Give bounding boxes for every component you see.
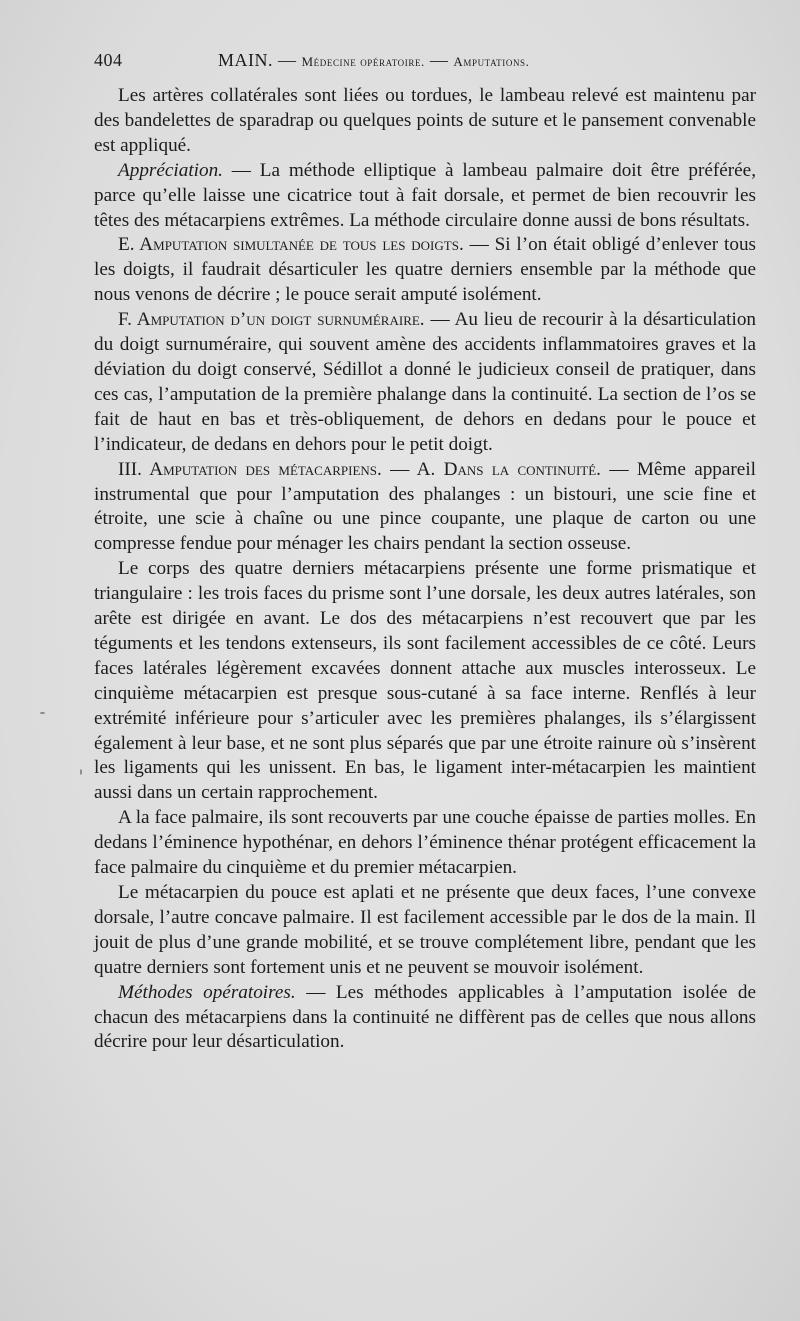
paragraph-appreciation: Appréciation. — La méthode elliptique à lambeau palmaire doit être préférée, parce qu’elle laisse une cicatrice tout à fait dorsale, et permet de bien recouvrir les têtes des métacarpiens extrêmes. La méthode circulaire donne aussi de bons résultats.: [94, 159, 756, 231]
text-body: [94, 84, 756, 1055]
paragraph-anatomy: Le corps des quatre derniers métacarpiens présente une forme prismatique et triangulaire : les trois faces du prisme sont l’une dorsale, les deux autres latérales, son arête est dirigée en avant. Le dos des métacarpiens n’est recouvert que par les téguments et les tendons extenseurs, ils sont facilement accessibles de ce côté. Leurs faces latérales légèrement excavées donnent attache aux muscles interosseux. Le cinquième métacarpien est presque sous-cutané à sa face interne. Renflés à leur extrémité inférieure pour s’articuler avec les premières phalanges, ils s’élargissent également à leur base, et ne sont plus séparés que par une étroite rainure où s’insèrent les ligaments qui les unissent. En bas, le ligament inter-métacarpien les maintient aussi dans un certain rapprochement.: [94, 558, 756, 804]
running-title-section: Médecine opératoire.: [301, 54, 425, 69]
paragraph-heading: Méthodes opératoires.: [118, 981, 296, 1003]
ink-speck: [40, 712, 45, 714]
paragraph-heading: E. Amputation simultanée de tous les doigts.: [118, 234, 464, 256]
paragraph-supernumerary: F. Amputation d’un doigt surnuméraire. — Au lieu de recourir à la désarticulation du doigt surnuméraire, qui souvent amène des accidents inflammatoires graves et la déviation du doigt conservé, Sédillot a donné le judicieux conseil de pratiquer, dans ces cas, l’amputation de la première phalange dans la continuité. La section de l’os se fait de haut en bas et très-obliquement, de dehors en dedans pour le pouce et l’indicateur, de dedans en dehors pour le petit doigt.: [94, 309, 757, 455]
running-title-chapter: Amputations.: [453, 54, 530, 69]
ink-speck: [80, 769, 82, 775]
paragraph-heading: F. Amputation d’un doigt surnuméraire.: [118, 309, 425, 331]
paragraph-ligatures: Les artères collatérales sont liées ou tordues, le lambeau relevé est maintenu par des bandelettes de sparadrap ou quelques points de suture et le pansement convenable est appliqué.: [94, 85, 756, 156]
paragraph-metacarpals: III. Amputation des métacarpiens. — A. Dans la continuité. — Même appareil instrumental que pour l’amputation des phalanges : un bistouri, une scie fine et étroite, une scie à chaîne ou une pince coupante, une plaque de carton ou une compresse fendue pour ménager les chairs pendant la section osseuse.: [94, 458, 756, 555]
running-title: MAIN. — Médecine opératoire. — Amputations.: [218, 50, 530, 70]
paragraph-all-fingers: E. Amputation simultanée de tous les doigts. — Si l’on était obligé d’enlever tous les doigts, il faudrait désarticuler les quatre derniers ensemble par la méthode que nous venons de décrire ; le pouce serait amputé isolément.: [94, 234, 757, 306]
running-header: [94, 50, 754, 72]
paragraph-heading: Appréciation.: [118, 159, 223, 181]
paragraph-heading: III. Amputation des métacarpiens. — A. Dans la continuité.: [118, 458, 601, 480]
page-number: 404: [94, 50, 123, 70]
paragraph-thumb: Le métacarpien du pouce est aplati et ne présente que deux faces, l’une convexe dorsale, l’autre concave palmaire. Il est facilement accessible par le dos de la main. Il jouit de plus d’une grande mobilité, et se trouve complétement libre, pendant que les quatre derniers sont fortement unis et ne peuvent se mouvoir isolément.: [94, 882, 756, 978]
paragraph-palmar-face: A la face palmaire, ils sont recouverts par une couche épaisse de parties molles. En dedans l’éminence hypothénar, en dehors l’éminence thénar protégent efficacement la face palmaire du cinquième et du premier métacarpien.: [94, 807, 756, 879]
paragraph-methods: Méthodes opératoires. — Les méthodes applicables à l’amputation isolée de chacun des métacarpiens dans la continuité ne diffèrent pas de celles que nous allons décrire pour leur désarticulation.: [94, 981, 756, 1053]
running-title-main: MAIN.: [218, 50, 273, 70]
